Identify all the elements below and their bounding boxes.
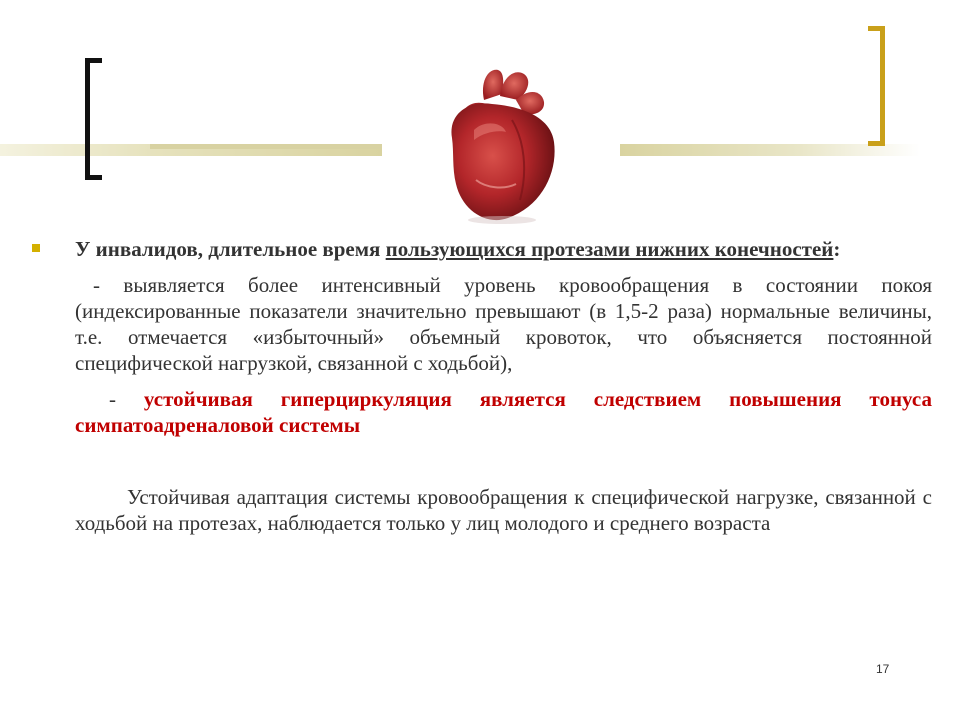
- left-bracket: [85, 58, 102, 180]
- paragraph-circulation: - выявляется более интенсивный уровень кровообращения в состоянии покоя (индексированные показатели значительно превышают (в 1,5-2 раза) нормальные величины, т.е. отмечается «избыточный» объемный кровоток, что объясняется постоянной специфической нагрузкой, связанной с ходьбой),: [75, 273, 932, 375]
- paragraph-adaptation: Устойчивая адаптация системы кровообращения к специфической нагрузке, связанной с ходьбой на протезах, наблюдается только у лиц молодого и среднего возраста: [75, 485, 932, 535]
- heading-text: [75, 236, 932, 262]
- decorative-line-left-accent: [150, 144, 382, 149]
- heading-underlined: пользующихся протезами нижних конечностей: [385, 237, 834, 261]
- right-bracket: [868, 26, 885, 146]
- bullet-item: [29, 236, 932, 262]
- square-bullet-icon: [32, 244, 40, 252]
- paragraph-hypercirculation: [75, 386, 932, 438]
- heart-illustration: [432, 60, 572, 225]
- page-number: 17: [876, 662, 890, 676]
- slide-content: [29, 236, 932, 536]
- heading-part1: У инвалидов, длительное время: [75, 237, 386, 261]
- highlight-text: устойчивая гиперциркуляция является следствием повышения тонуса симпатоадреналовой системы: [75, 387, 932, 437]
- paragraph-dash: -: [109, 387, 144, 411]
- heading-colon: :: [833, 237, 841, 261]
